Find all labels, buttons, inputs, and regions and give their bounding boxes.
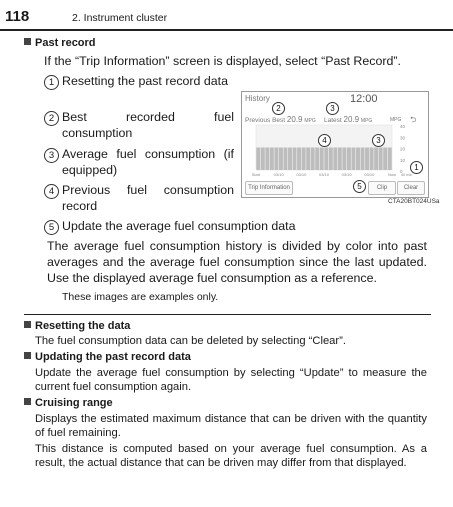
page-number: 118: [5, 8, 30, 25]
unit-label: MPG: [390, 117, 402, 123]
number-badge: 4: [44, 184, 59, 199]
history-bar: [256, 148, 260, 171]
list-item-text: Average fuel consumption (if equipped): [62, 147, 234, 177]
x-tick-label: Start: [251, 172, 261, 177]
description-paragraph: The average fuel consumption history is divided by color into past averages and the average fuel consumption since the last updated. Use the displayed average fuel consumption as a reference.: [47, 239, 427, 285]
x-tick-label: Now: [387, 172, 397, 177]
history-bar: [297, 148, 301, 171]
chapter-title: 2. Instrument cluster: [72, 12, 168, 24]
x-tick-label: 03/10: [318, 172, 330, 177]
history-bar: [320, 148, 324, 171]
square-bullet-icon: [24, 38, 31, 45]
y-tick-label: 0: [400, 169, 403, 174]
history-bar: [374, 148, 378, 171]
trip-information-button[interactable]: Trip Information: [245, 181, 293, 195]
y-tick-label: 20: [400, 146, 406, 152]
square-bullet-icon: [24, 352, 31, 359]
x-tick-label: 03/10: [364, 172, 375, 177]
y-tick-label: 30: [400, 135, 406, 141]
list-item-text: Previous fuel consumption record: [62, 183, 234, 213]
history-bar: [288, 148, 292, 171]
history-bar: [315, 148, 319, 171]
figure-code: CTA20BT024USa: [388, 198, 440, 205]
past-record-intro: If the “Trip Information” screen is displayed, select “Past Record”.: [44, 54, 401, 68]
callout-badge: 1: [410, 161, 423, 174]
header-rule: [0, 29, 453, 31]
square-bullet-icon: [24, 321, 31, 328]
number-badge: 1: [44, 75, 59, 90]
previous-best: Previous Best 20.9 MPG: [245, 115, 316, 124]
history-bar: [265, 148, 269, 171]
number-badge: 5: [44, 220, 59, 235]
callout-badge: 4: [318, 134, 331, 147]
list-item-text: Resetting the past record data: [62, 74, 228, 88]
note-text-cruising-2: This distance is computed based on your average fuel consumption. As a result, the actual distance that can be driven may differ from that displayed.: [35, 443, 427, 469]
history-bar: [324, 148, 328, 171]
history-bar: [370, 148, 374, 171]
callout-badge: 3: [372, 134, 385, 147]
history-bar: [329, 148, 333, 171]
history-bar: [356, 148, 360, 171]
screen-clock: 12:00: [350, 93, 378, 105]
back-arrow-icon: ⮌: [410, 115, 417, 124]
list-item-text: Update the average fuel consumption data: [62, 219, 296, 233]
history-bar: [279, 148, 283, 171]
number-badge: 2: [44, 111, 59, 126]
callout-badge: 3: [326, 102, 339, 115]
screen-title: History: [245, 94, 270, 103]
list-item-text: Best recorded fuel consumption: [62, 110, 234, 140]
y-tick-label: 40: [400, 124, 406, 129]
section-heading-past-record: Past record: [24, 37, 96, 49]
section-divider: [24, 314, 431, 315]
x-tick-label: 03/10: [273, 172, 284, 177]
latest-value: Latest 20.9 MPG: [324, 115, 373, 124]
history-bar: [302, 148, 306, 171]
history-bar: [383, 148, 387, 171]
history-bar: [293, 148, 297, 171]
callout-badge: 2: [272, 102, 285, 115]
history-bar: [284, 148, 288, 171]
list-item: [44, 73, 234, 107]
note-text-updating: Update the average fuel consumption by selecting “Update” to measure the current fuel consumption again.: [35, 367, 427, 393]
note-heading-cruising: Cruising range: [24, 397, 113, 409]
history-bar: [342, 148, 346, 171]
history-bar: [352, 148, 356, 171]
callout-badge: 5: [353, 180, 366, 193]
x-tick-label: 03/10: [296, 172, 307, 177]
history-bar: [361, 148, 365, 171]
note-text-resetting: The fuel consumption data can be deleted by selecting “Clear”.: [35, 335, 346, 347]
square-bullet-icon: [24, 398, 31, 405]
history-bar: [261, 148, 265, 171]
history-bar: [388, 148, 392, 171]
note-text-cruising: Displays the estimated maximum distance that can be driven with the quantity of fuel remaining.: [35, 413, 427, 439]
x-tick-label: 03/10: [341, 172, 352, 177]
list-item: [44, 146, 234, 180]
history-bar: [306, 148, 310, 171]
note-heading-updating: Updating the past record data: [24, 351, 191, 363]
history-bar: [311, 148, 315, 171]
x-end-label: 40 min: [401, 173, 413, 177]
history-screen-illustration: [241, 91, 429, 198]
history-bar: [365, 148, 369, 171]
history-bar: [270, 148, 274, 171]
history-bar: [347, 148, 351, 171]
list-item: [44, 182, 234, 216]
number-badge: 3: [44, 148, 59, 163]
y-tick-label: 10: [400, 157, 406, 163]
clear-button[interactable]: Clear: [397, 181, 425, 195]
history-bar: [333, 148, 337, 171]
history-bar: [274, 148, 278, 171]
note-heading-resetting: Resetting the data: [24, 320, 130, 332]
list-item: [44, 109, 234, 143]
history-bar: [379, 148, 383, 171]
clip-button[interactable]: Clip: [368, 181, 396, 195]
history-bar: [338, 148, 342, 171]
examples-note: These images are examples only.: [62, 291, 219, 303]
